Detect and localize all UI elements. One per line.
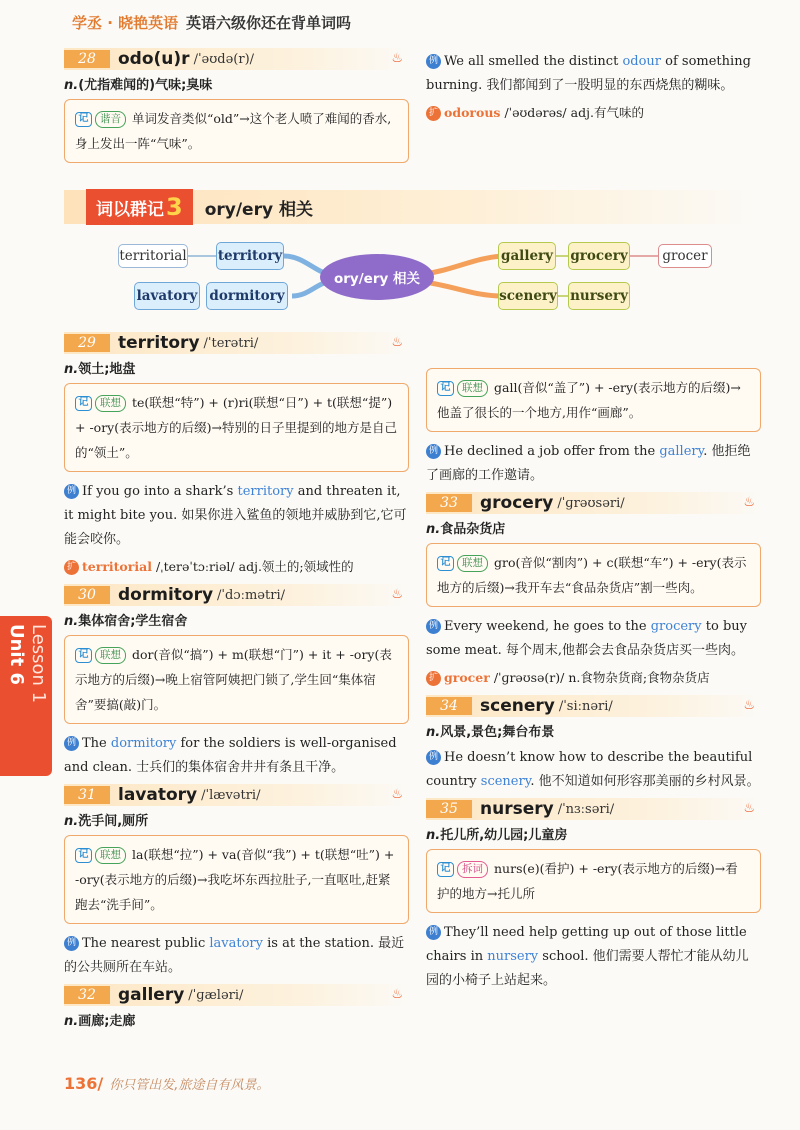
headword: nursery: [480, 799, 554, 819]
left-column: [64, 332, 409, 1035]
definition: n.托儿所,幼儿园;儿童房: [426, 828, 568, 843]
mnemonic-text: la(联想“拉”) + va(音似“我”) + t(联想“吐”) + -ory(表示地方的后缀)→我吃坏东西拉肚子,一直呕吐,赶紧跑去“洗手间”。: [75, 847, 395, 912]
memory-icon: 记: [437, 556, 454, 571]
mnemonic-tag: 联想: [457, 380, 488, 397]
example-sentence: 例 They’ll need help getting up out of those little chairs in nursery school. 他们需要人帮忙才能从幼儿园的小椅子上站起来。: [426, 925, 749, 988]
word-bar: [64, 48, 409, 70]
node-gallery: gallery: [498, 242, 556, 270]
page-header: [0, 0, 800, 40]
phonetic: /ˈɡrəʊsəri/: [557, 495, 625, 511]
derivative: 扩 territorial /ˌterəˈtɔːriəl/ adj.领土的;领域性的: [64, 556, 409, 578]
unit-tab: [0, 616, 52, 776]
example-icon: 例: [64, 736, 79, 751]
definition: n.洗手间,厕所: [64, 814, 149, 829]
group-header: [64, 190, 758, 224]
word-bar: [64, 332, 409, 354]
mind-map: [64, 236, 764, 320]
example-icon: 例: [64, 936, 79, 951]
page-number: 136/: [64, 1074, 104, 1093]
fire-icon: ♨: [391, 987, 403, 1002]
word-number: 31: [64, 786, 110, 804]
mnemonic-box: [64, 99, 409, 163]
mnemonic-box: [426, 368, 761, 432]
word-number: 35: [426, 800, 472, 818]
word-number: 33: [426, 494, 472, 512]
mnemonic-box: [64, 635, 409, 724]
mnemonic-tag: 谐音: [95, 111, 126, 128]
extend-icon: 扩: [426, 106, 441, 121]
fire-icon: ♨: [743, 495, 755, 510]
example-icon: 例: [426, 925, 441, 940]
phonetic: /ˈdɔːmətri/: [217, 587, 285, 603]
page-footer: [64, 1074, 269, 1093]
memory-icon: 记: [437, 381, 454, 396]
word-number: 32: [64, 986, 110, 1004]
example-icon: 例: [426, 54, 441, 69]
mnemonic-text: nurs(e)(看护) + -ery(表示地方的后缀)→看护的地方→托儿所: [437, 861, 738, 901]
word-number: 34: [426, 697, 472, 715]
word-bar: [426, 695, 761, 717]
word-bar: [64, 984, 409, 1006]
definition: n.食品杂货店: [426, 522, 506, 537]
example-sentence: 例 He declined a job offer from the gallery. 他拒绝了画廊的工作邀请。: [426, 444, 751, 483]
memory-icon: 记: [75, 848, 92, 863]
memory-icon: 记: [75, 396, 92, 411]
lesson-label: Lesson 1: [28, 624, 49, 704]
fire-icon: ♨: [743, 698, 755, 713]
memory-icon: 记: [75, 112, 92, 127]
fire-icon: ♨: [391, 587, 403, 602]
motto: 你只管出发,旅途自有风景。: [109, 1078, 270, 1093]
phonetic: /ˈterətri/: [203, 335, 259, 351]
unit-label: Unit 6: [6, 624, 27, 685]
definition: n.风景,景色;舞台布景: [426, 725, 555, 740]
phonetic: /ˈsiːnəri/: [558, 698, 613, 714]
right-column: [426, 368, 761, 997]
headword: gallery: [118, 985, 185, 1005]
node-dormitory: dormitory: [206, 282, 288, 310]
example-icon: 例: [426, 750, 441, 765]
node-nursery: nursery: [568, 282, 630, 310]
definition: n.(尤指难闻的)气味;臭味: [64, 78, 213, 93]
fire-icon: ♨: [391, 787, 403, 802]
mnemonic-tag: 拆词: [457, 861, 488, 878]
word-number: 29: [64, 334, 110, 352]
group-title: ory/ery 相关: [204, 199, 313, 220]
node-lavatory: lavatory: [134, 282, 200, 310]
word-number: 30: [64, 586, 110, 604]
mnemonic-text: gro(音似“割肉”) + c(联想“车”) + -ery(表示地方的后缀)→我开车去“食品杂货店”割一些肉。: [437, 555, 747, 595]
brand-label: 学丞 · 晓艳英语: [72, 14, 179, 32]
headword: odo(u)r: [118, 49, 190, 69]
headword: territory: [118, 333, 200, 353]
book-title: 英语六级你还在背单词吗: [186, 14, 352, 32]
example-sentence: 例 If you go into a shark’s territory and threaten it, it might bite you. 如果你进入鲨鱼的领地并威胁到它,它可能会咬你。: [64, 484, 407, 547]
word-number: 28: [64, 50, 110, 68]
mnemonic-tag: 联想: [457, 555, 488, 572]
node-center: ory/ery 相关: [320, 254, 434, 300]
fire-icon: ♨: [391, 51, 403, 66]
entry-odour: [64, 48, 409, 171]
mnemonic-text: 单词发音类似“old”→这个老人喷了难闻的香水,身上发出一阵“气味”。: [75, 111, 392, 151]
extend-icon: 扩: [64, 560, 79, 575]
node-territory: territory: [216, 242, 284, 270]
mnemonic-tag: 联想: [95, 395, 126, 412]
extend-icon: 扩: [426, 671, 441, 686]
example-sentence: 例 Every weekend, he goes to the grocery to buy some meat. 每个周末,他都会去食品杂货店买一些肉。: [426, 619, 747, 658]
example-icon: 例: [64, 484, 79, 499]
mnemonic-box: [426, 849, 761, 913]
mnemonic-text: dor(音似“搞”) + m(联想“门”) + it + -ory(表示地方的后缀)→晚上宿管阿姨把门锁了,学生回“集体宿舍”要搞(敲)门。: [75, 647, 392, 712]
node-grocer: grocer: [658, 244, 712, 268]
example-sentence: 例 We all smelled the distinct odour of something burning. 我们都闻到了一股明显的东西烧焦的糊味。: [426, 54, 751, 93]
mnemonic-box: [64, 835, 409, 924]
mnemonic-tag: 联想: [95, 647, 126, 664]
fire-icon: ♨: [391, 335, 403, 350]
mnemonic-tag: 联想: [95, 847, 126, 864]
mnemonic-box: [426, 543, 761, 607]
fire-icon: ♨: [743, 801, 755, 816]
example-sentence: 例 The dormitory for the soldiers is well-organised and clean. 士兵们的集体宿舍井井有条且干净。: [64, 736, 397, 775]
headword: lavatory: [118, 785, 198, 805]
word-bar: [64, 584, 409, 606]
example-sentence: 例 The nearest public lavatory is at the station. 最近的公共厕所在车站。: [64, 936, 405, 975]
mnemonic-text: te(联想“特”) + (r)ri(联想“日”) + t(联想“提”) + -ory(表示地方的后缀)→特别的日子里提到的地方是自己的“领土”。: [75, 395, 397, 460]
definition: n.领土;地盘: [64, 362, 136, 377]
phonetic: /ˈnɜːsəri/: [557, 801, 615, 817]
headword: dormitory: [118, 585, 214, 605]
phonetic: /ˈlævətri/: [201, 787, 261, 803]
example-icon: 例: [426, 619, 441, 634]
derivative: 扩 grocer /ˈɡrəʊsə(r)/ n.食物杂货商;食物杂货店: [426, 667, 761, 689]
memory-icon: 记: [437, 862, 454, 877]
mnemonic-text: gall(音似“盖了”) + -ery(表示地方的后缀)→他盖了很长的一个地方,用作“画廊”。: [437, 380, 741, 420]
headword: scenery: [480, 696, 555, 716]
phonetic: /ˈəʊdə(r)/: [193, 51, 255, 67]
derivative: 扩 odorous /ˈəʊdərəs/ adj.有气味的: [426, 102, 761, 124]
mnemonic-box: [64, 383, 409, 472]
example-sentence: 例 He doesn’t know how to describe the beautiful country scenery. 他不知道如何形容那美丽的乡村风景。: [426, 750, 760, 789]
phonetic: /ˈɡæləri/: [188, 987, 244, 1003]
memory-icon: 记: [75, 648, 92, 663]
node-territorial: territorial: [118, 244, 188, 268]
node-grocery: grocery: [568, 242, 630, 270]
word-bar: [64, 784, 409, 806]
group-badge: 词以群记3: [86, 189, 193, 225]
word-bar: [426, 492, 761, 514]
headword: grocery: [480, 493, 554, 513]
entry-odour-example: [426, 50, 761, 130]
example-icon: 例: [426, 444, 441, 459]
node-scenery: scenery: [498, 282, 558, 310]
definition: n.集体宿舍;学生宿舍: [64, 614, 188, 629]
word-bar: [426, 798, 761, 820]
definition: n.画廊;走廊: [64, 1014, 136, 1029]
